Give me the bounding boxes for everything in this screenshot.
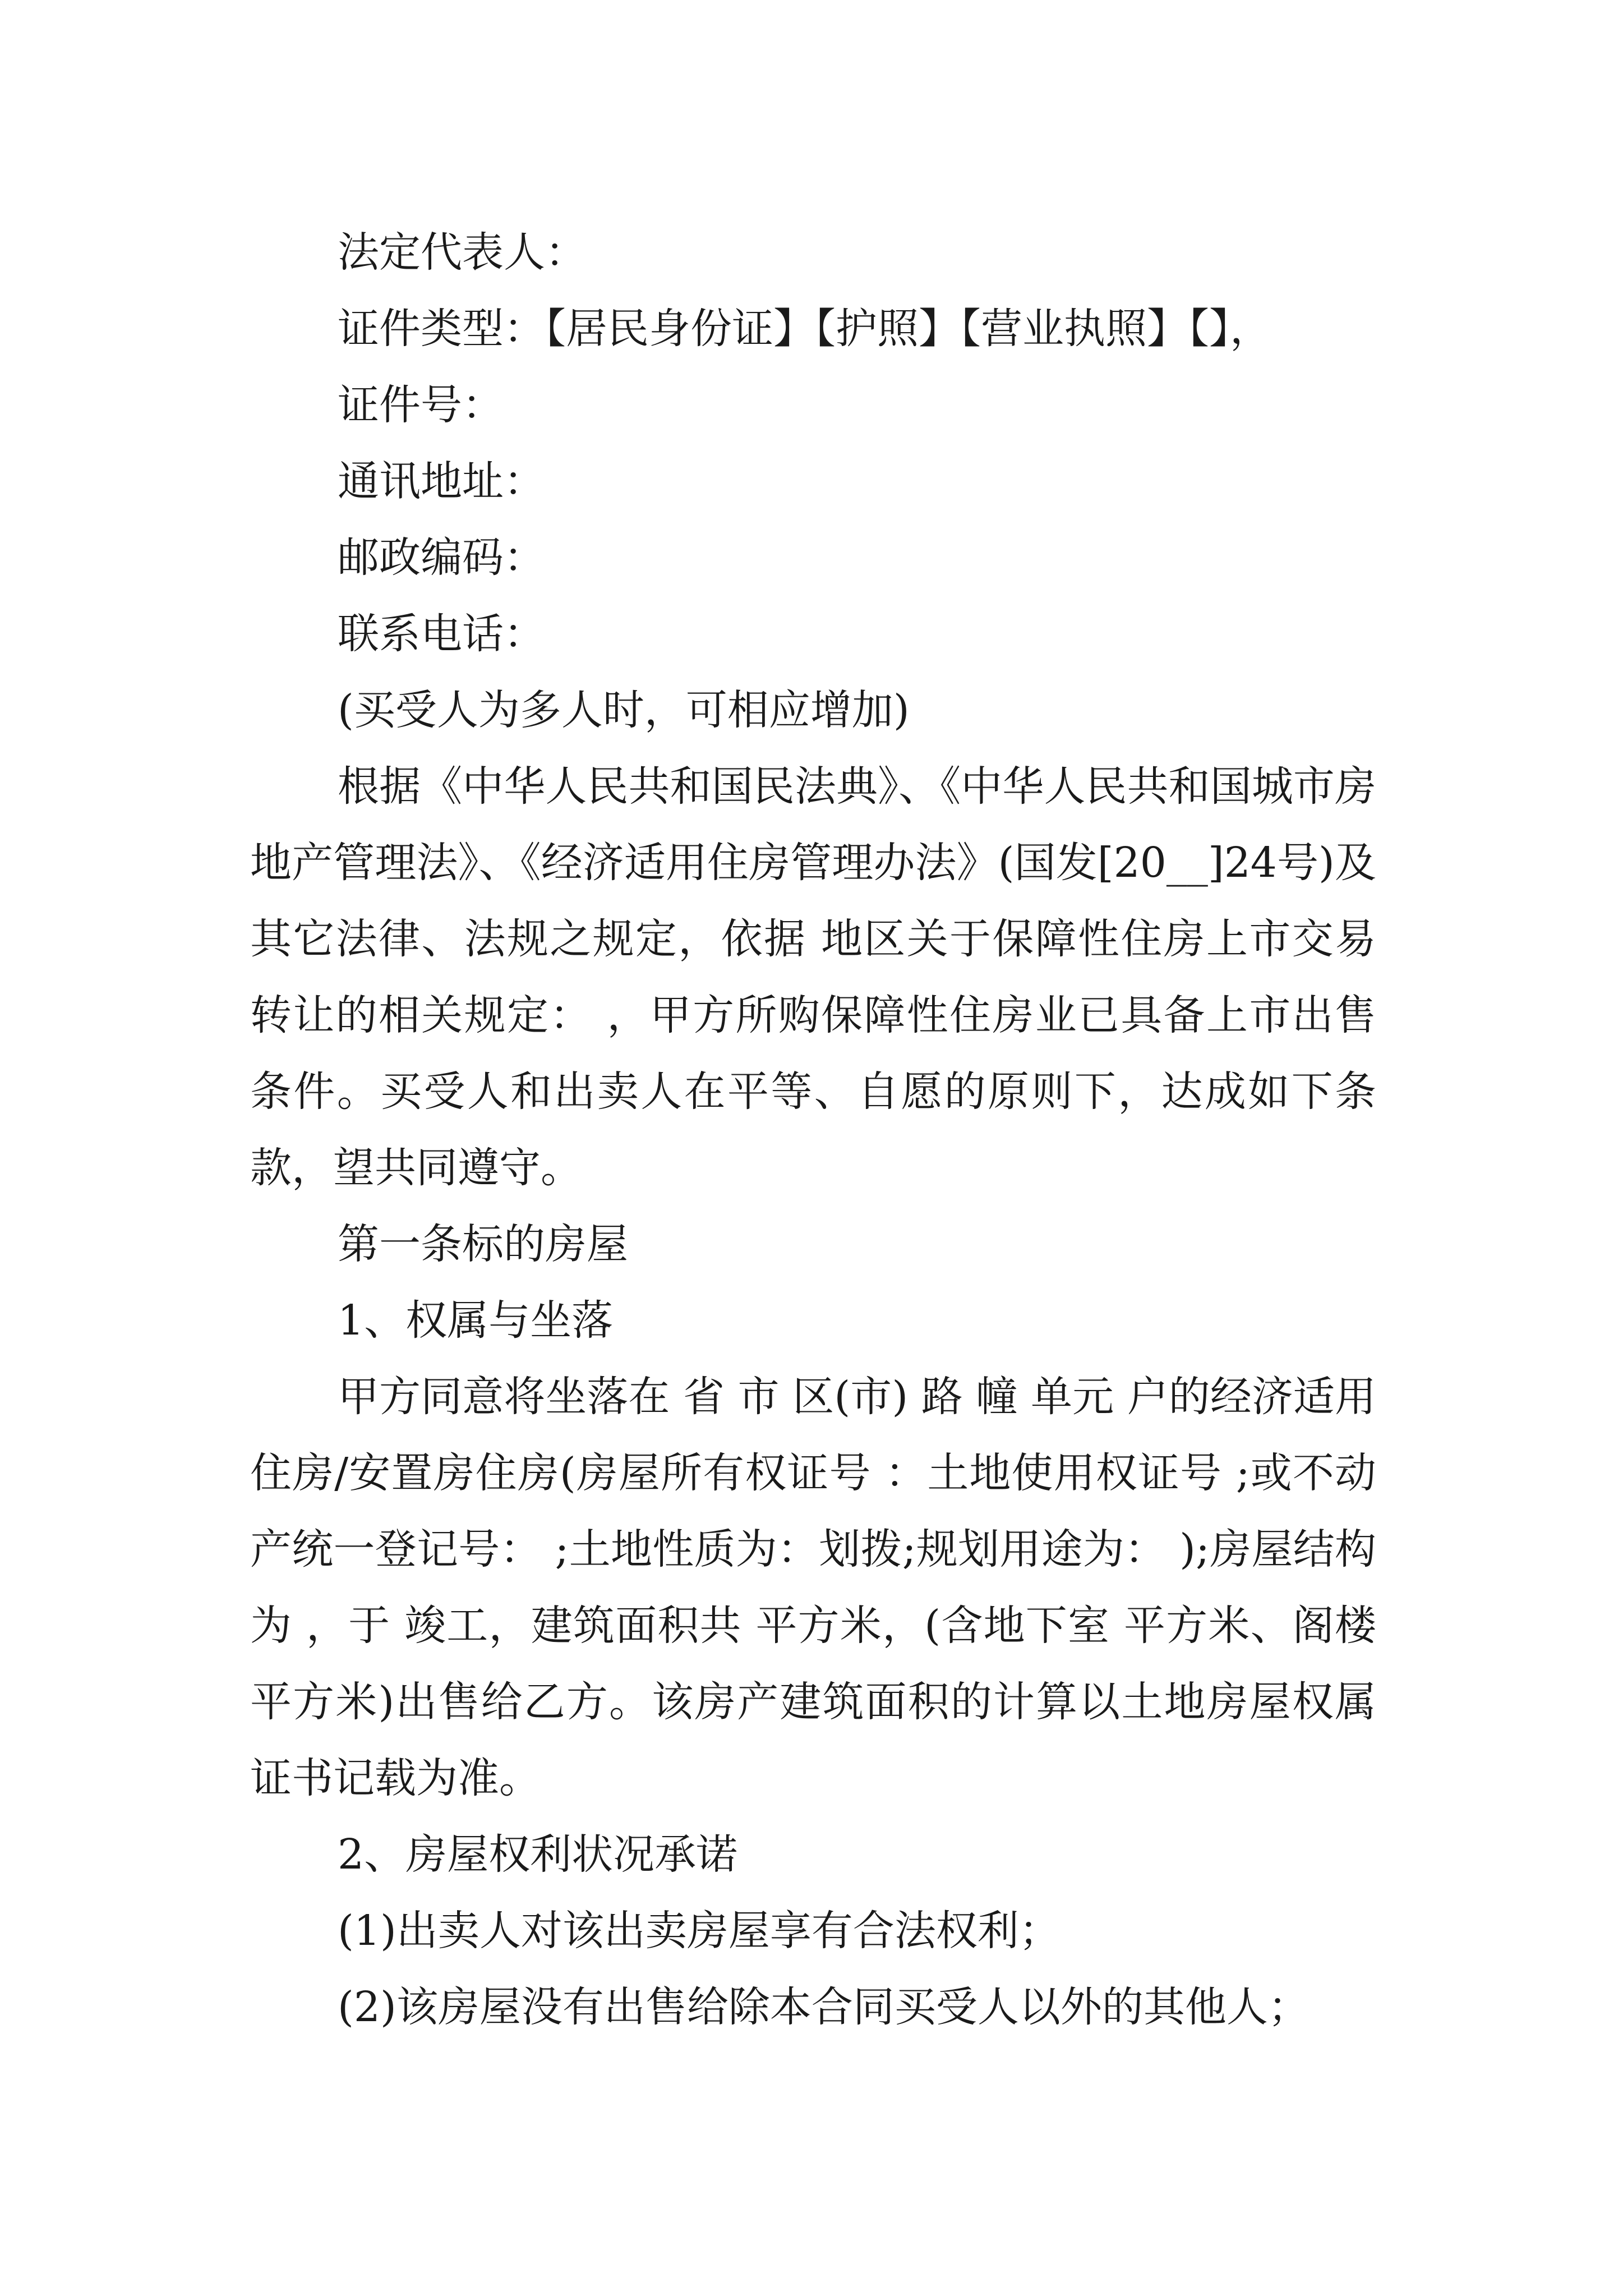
commitment-item-1: (1)出卖人对该出卖房屋享有合法权利； <box>338 1907 1061 1955</box>
document-body <box>250 214 1376 2045</box>
phone-label: 联系电话： <box>338 610 545 658</box>
legal-representative-label: 法定代表人： <box>338 228 587 277</box>
id-number-label: 证件号： <box>338 381 504 429</box>
mailing-address-label: 通讯地址： <box>338 457 545 505</box>
multiple-buyers-note: (买受人为多人时，可相应增加) <box>338 686 910 734</box>
commitment-item-2: (2)该房屋没有出售给除本合同买受人以外的其他人； <box>338 1983 1310 2031</box>
article-1-title: 第一条标的房屋 <box>338 1220 628 1268</box>
id-type-label: 证件类型：【居民身份证】【护照】【营业执照】【】， <box>338 305 1271 353</box>
legal-basis-paragraph: 根据《中华人民共和国民法典》、《中华人民共和国城市房地产管理法》、《经济适用住房管理办法》(国发[20__]24号)及其它法律、法规之规定，依据 地区关于保障性住房上市交易转让的相关规定： ，甲方所购保障性住房业已具备上市出售条件。买受人和出卖人在平等、自愿的原则下，达成如下条款，望共同遵守。 <box>250 762 1376 1192</box>
section-2-title: 2、房屋权利状况承诺 <box>338 1830 738 1879</box>
postal-code-label: 邮政编码： <box>338 533 545 582</box>
property-location-paragraph: 甲方同意将坐落在 省 市 区(市) 路 幢 单元 户的经济适用住房/安置房住房(房屋所有权证号 ：土地使用权证号 ;或不动产统一登记号： ;土地性质为：划拨;规划用途为： );房屋结构为 ，于 竣工，建筑面积共 平方米，(含地下室 平方米、阁楼 平方米)出售给乙方。该房产建筑面积的计算以土地房屋权属证书记载为准。 <box>250 1373 1376 1802</box>
section-1-title: 1、权属与坐落 <box>338 1296 614 1345</box>
